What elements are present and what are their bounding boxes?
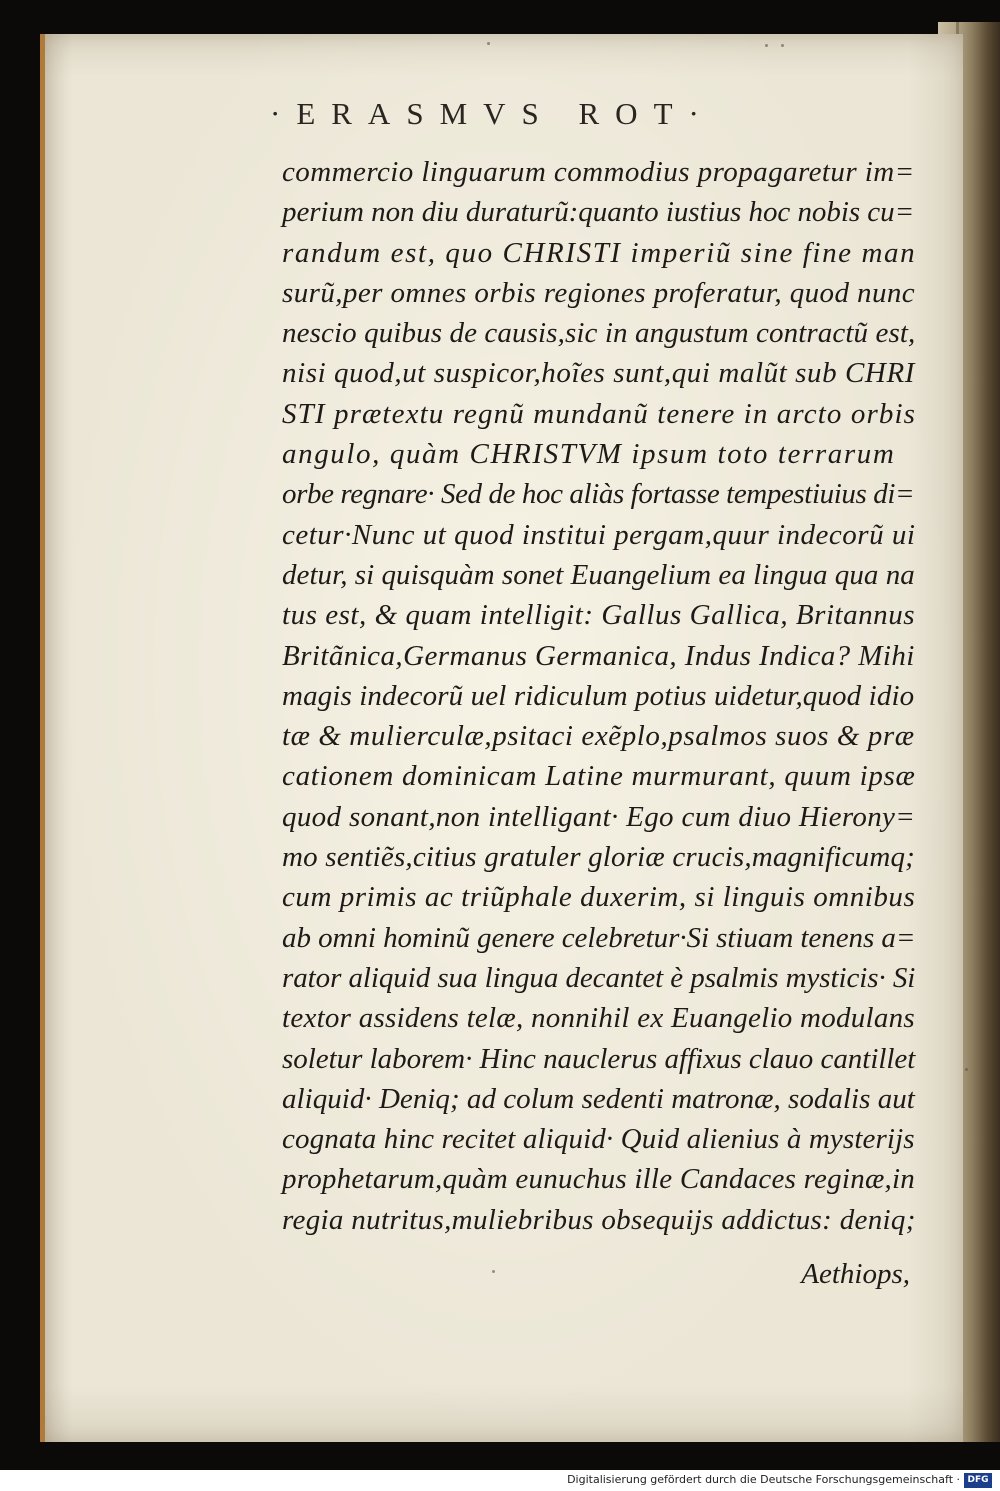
- text-line: tæ & mulierculæ,psitaci exẽplo,psalmos suos & præ: [282, 720, 915, 753]
- body-text: [282, 152, 918, 1240]
- text-line: regia nutritus,muliebribus obsequijs addictus: deniq;: [282, 1203, 916, 1236]
- text-line: ab omni hominũ genere celebretur·Si stiuam tenens a=: [282, 921, 916, 954]
- ink-speck: [781, 44, 784, 47]
- ink-speck: [487, 42, 490, 45]
- ink-speck: [765, 44, 768, 47]
- text-line: STI prætextu regnũ mundanũ tenere in arcto orbis: [282, 397, 917, 430]
- text-line: cognata hinc recitet aliquid· Quid alienius à mysterijs: [282, 1123, 915, 1156]
- text-line: rator aliquid sua lingua decantet è psalmis mysticis· Si: [282, 961, 916, 994]
- text-line: surũ,per omnes orbis regiones proferatur, quod nunc: [282, 276, 916, 309]
- text-line: detur, si quisquàm sonet Euangelium ea lingua qua na: [282, 558, 915, 591]
- footer-credit: Digitalisierung gefördert durch die Deutsche Forschungsgemeinschaft ·: [567, 1473, 960, 1486]
- text-line: nescio quibus de causis,sic in angustum contractũ est,: [282, 317, 916, 350]
- text-line: aliquid· Deniq; ad colum sedenti matronæ, sodalis aut: [282, 1082, 915, 1115]
- ink-speck: [492, 1270, 495, 1273]
- text-line: magis indecorũ uel ridiculum potius uidetur,quod idio: [282, 679, 915, 712]
- text-line: cationem dominicam Latine murmurant, quum ipsæ: [282, 760, 916, 793]
- text-line: Britãnica,Germanus Germanica, Indus Indica? Mihi: [282, 639, 915, 672]
- text-line: nisi quod,ut suspicor,hoĩes sunt,qui malũt sub CHRI: [282, 357, 915, 390]
- text-line: tus est, & quam intelligit: Gallus Gallica, Britannus: [282, 599, 916, 632]
- text-line: randum est, quo CHRISTI imperiũ sine fine man: [282, 236, 917, 269]
- ink-speck: [965, 1068, 968, 1071]
- text-line: commercio linguarum commodius propagaretur im=: [282, 156, 915, 188]
- text-line: prophetarum,quàm eunuchus ille Candaces reginæ,in: [282, 1163, 916, 1196]
- text-line: quod sonant,non intelligant· Ego cum diuo Hierony=: [282, 800, 916, 833]
- dfg-logo-icon: DFG: [964, 1473, 992, 1488]
- text-line: textor assidens telæ, nonnihil ex Euangelio modulans: [282, 1002, 915, 1035]
- text-line: angulo, quàm CHRISTVM ipsum toto terrarum: [282, 438, 896, 471]
- text-line: soletur laborem· Hinc nauclerus affixus clauo cantillet: [282, 1042, 916, 1075]
- text-line: orbe regnare· Sed de hoc aliàs fortasse tempestiuius di=: [282, 478, 915, 511]
- text-line: cetur·Nunc ut quod institui pergam,quur indecorũ ui: [282, 518, 916, 551]
- catchword: Aethiops,: [801, 1258, 910, 1290]
- text-line: mo sentiẽs,citius gratuler gloriæ crucis,magnificumq;: [282, 841, 915, 874]
- running-head: ·ERASMVS ROT·: [270, 96, 715, 131]
- text-line: perium non diu duraturũ:quanto iustius hoc nobis cu=: [282, 196, 915, 229]
- text-line: cum primis ac triũphale duxerim, si linguis omnibus: [282, 881, 916, 914]
